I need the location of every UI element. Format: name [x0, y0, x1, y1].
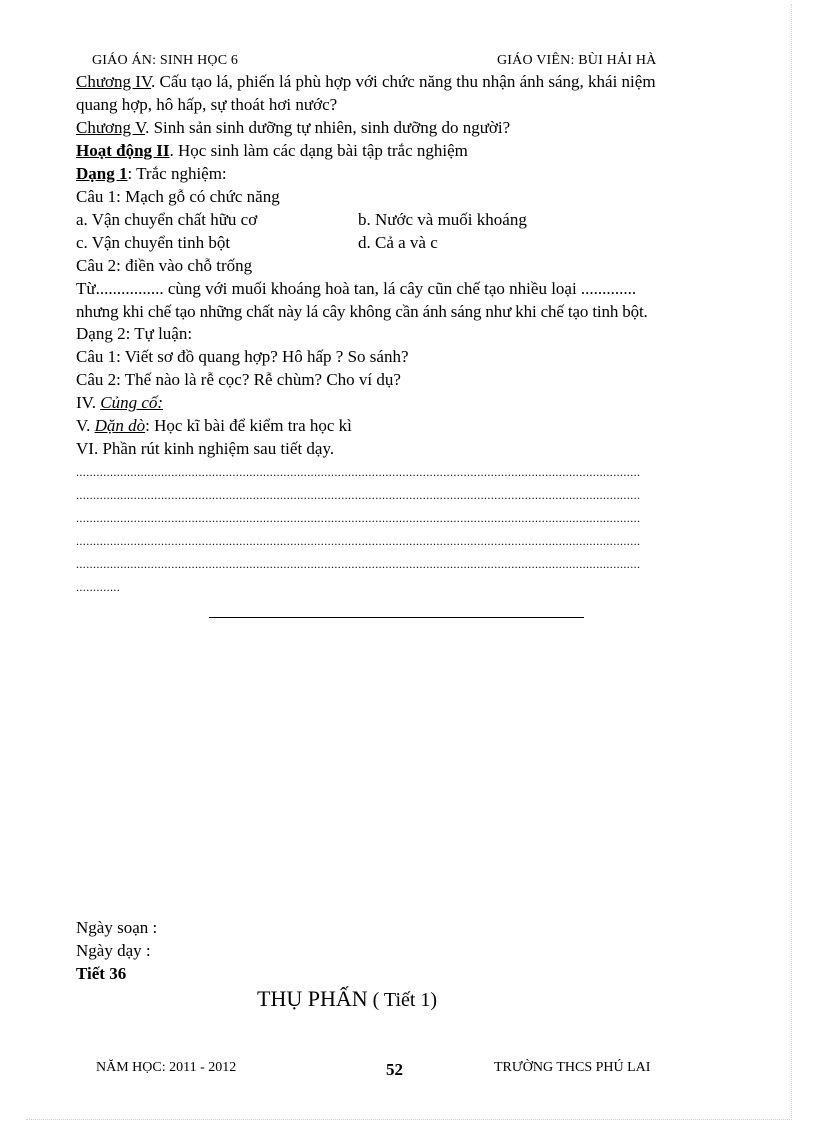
type-2-heading: Dạng 2: Tự luận:	[76, 324, 193, 343]
chapter-5-label: Chương V	[76, 118, 146, 137]
q2-fill-line-1: Từ................ cùng với muối khoáng hoà tan, lá cây cũn chế tạo nhiều loại .............	[76, 279, 637, 298]
dotted-line-3: ......................................................................................................................................................................	[76, 511, 641, 525]
ngay-day: Ngày dạy :	[76, 941, 151, 960]
type-2-q2: Câu 2: Thế nào là rễ cọc? Rễ chùm? Cho ví dụ?	[76, 370, 401, 389]
footer-school-name: TRƯỜNG THCS PHÚ LAI	[494, 1060, 651, 1075]
lesson-title-main: THỤ PHẤN	[257, 986, 368, 1011]
type-1-text: : Trắc nghiệm:	[127, 164, 227, 183]
activity-2-line	[76, 141, 468, 161]
dotted-line-5: ......................................................................................................................................................................	[76, 557, 641, 571]
q2-question: Câu 2: điền vào chỗ trống	[76, 256, 253, 275]
q1-option-c: c. Vận chuyển tinh bột	[76, 233, 231, 252]
chapter-4-text: . Cấu tạo lá, phiến lá phù hợp với chức năng thu nhận ánh sáng, khái niệm	[151, 72, 656, 91]
lesson-title	[257, 986, 437, 1012]
q1-options-row-2	[76, 233, 676, 253]
section-4-line	[76, 393, 163, 413]
section-6-line: VI. Phần rút kinh nghiệm sau tiết dạy.	[76, 439, 335, 458]
q2-fill-line-2: nhưng khi chế tạo những chất này lá cây không cần ánh sáng như khi chế tạo tinh bột.	[76, 302, 648, 321]
q1-options-row-1	[76, 210, 676, 230]
header-teacher: GIÁO VIÊN: BÙI HẢI HÀ	[497, 53, 657, 68]
type-1-line	[76, 164, 227, 184]
q1-option-d: d. Cả a và c	[358, 233, 438, 252]
type-1-label: Dạng 1	[76, 164, 128, 183]
chapter-5-line	[76, 118, 510, 138]
dotted-line-1: ......................................................................................................................................................................	[76, 465, 641, 479]
type-2-q1: Câu 1: Viết sơ đồ quang hợp? Hô hấp ? So sánh?	[76, 347, 409, 366]
page-number: 52	[386, 1060, 403, 1079]
section-5-num: V.	[76, 416, 95, 435]
chapter-5-text: . Sinh sản sinh dưỡng tự nhiên, sinh dưỡng do người?	[145, 118, 511, 137]
header-subject: GIÁO ÁN: SINH HỌC 6	[92, 53, 239, 68]
section-4-label: Củng cố:	[100, 393, 164, 412]
chapter-4-label: Chương IV	[76, 72, 152, 91]
section-5-line	[76, 416, 352, 436]
q1-option-a: a. Vận chuyển chất hữu cơ	[76, 210, 258, 229]
footer-school-year: NĂM HỌC: 2011 - 2012	[96, 1060, 237, 1075]
q1-option-b: b. Nước và muối khoáng	[358, 210, 527, 229]
section-4-num: IV.	[76, 393, 101, 412]
q1-question: Câu 1: Mạch gỗ có chức năng	[76, 187, 280, 206]
dotted-line-2: ......................................................................................................................................................................	[76, 488, 641, 502]
section-5-label: Dặn dò	[94, 416, 146, 435]
activity-2-label: Hoạt động II	[76, 141, 170, 160]
dotted-line-6: .............	[76, 580, 121, 594]
chapter-4-line-1	[76, 72, 656, 92]
chapter-4-line-2: quang hợp, hô hấp, sự thoát hơi nước?	[76, 95, 338, 114]
separator-rule	[209, 617, 584, 618]
activity-2-text: . Học sinh làm các dạng bài tập trắc nghiệm	[169, 141, 468, 160]
lesson-title-sub: ( Tiết 1)	[367, 989, 438, 1011]
dotted-line-4: ......................................................................................................................................................................	[76, 534, 641, 548]
section-5-text: : Học kĩ bài để kiểm tra học kì	[145, 416, 352, 435]
lesson-number: Tiết 36	[76, 964, 127, 983]
ngay-soan: Ngày soạn :	[76, 918, 158, 937]
